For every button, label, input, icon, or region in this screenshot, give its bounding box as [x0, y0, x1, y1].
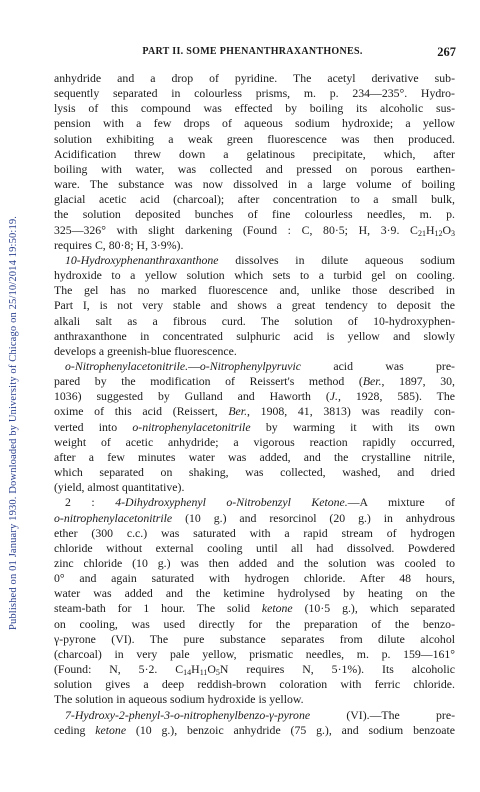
text-line: verted into o-nitrophenylacetonitrile by warming it with its own	[54, 419, 455, 434]
watermark-text: Published on 01 January 1930. Downloaded by University of Chicago on 25/10/2014 19:50:19.	[8, 215, 19, 630]
text-line: oxime of this acid (Reissert, Ber., 1908, 41, 3813) was readily con-	[54, 404, 455, 419]
text-line: which separated on shaking, was collected, washed, and dried	[54, 465, 455, 480]
text-line: anthraxanthone in concentrated sulphuric acid is yellow and slowly	[54, 328, 455, 343]
text-line: alkali salt as a fibrous curd. The solution of 10-hydroxyphen-	[54, 313, 455, 328]
text-line: chloride without external cooling until all had dissolved. Powdered	[54, 540, 455, 555]
text-line: anhydride and a drop of pyridine. The acetyl derivative sub-	[54, 71, 455, 85]
text-line: steam-bath for 1 hour. The solid ketone (10·5 g.), which separated	[54, 601, 455, 616]
text-line: 1036) suggested by Gulland and Haworth (J., 1928, 585). The	[54, 389, 455, 404]
text-line: lysis of this compound was effected by boiling its alcoholic sus-	[54, 101, 455, 116]
text-line: solution gives a deep reddish-brown coloration with ferric chloride.	[54, 677, 455, 692]
text-line: water was added and the ketimine hydrolysed by heating on the	[54, 586, 455, 601]
text-line: o-Nitrophenylacetonitrile.—o-Nitrophenylpyruvic acid was pre-	[65, 358, 455, 373]
text-line: the solution deposited bunches of fine colourless needles, m. p.	[54, 207, 455, 222]
body-text	[54, 71, 455, 738]
text-line: solution exhibiting a weak green fluorescence was then produced.	[54, 131, 455, 146]
text-line: hydroxide to a yellow solution which sets to a turbid gel on cooling.	[54, 268, 455, 283]
text-line: 2 : 4-Dihydroxyphenyl o-Nitrobenzyl Ketone.—A mixture of	[65, 495, 455, 510]
text-line: pension with a few drops of aqueous sodium hydroxide; a yellow	[54, 116, 455, 131]
text-line: γ-pyrone (VI). The pure substance separates from dilute alcohol	[54, 631, 455, 646]
text-line: sequently separated in colourless prisms, m. p. 234—235°. Hydro-	[54, 86, 455, 101]
text-line: weight of acetic anhydride; a vigorous reaction rapidly occurred,	[54, 434, 455, 449]
text-line: zinc chloride (10 g.) was then added and the solution was cooled to	[54, 556, 455, 570]
text-line: Acidification threw down a gelatinous precipitate, which, after	[54, 146, 455, 161]
text-line: on cooling, was used directly for the preparation of the benzo-	[54, 616, 455, 631]
text-line: (charcoal) in very pale yellow, prismatic needles, m. p. 159—161°	[54, 646, 455, 661]
text-line: glacial acetic acid (charcoal); after concentration to a small bulk,	[54, 192, 455, 207]
text-line: ware. The substance was now dissolved in a large volume of boiling	[54, 177, 455, 192]
text-line: develops a greenish-blue fluorescence.	[54, 343, 237, 358]
text-line: 7-Hydroxy-2-phenyl-3-o-nitrophenylbenzo-γ-pyrone (VI).—The pre-	[65, 707, 455, 722]
text-line: ether (300 c.c.) was saturated with a rapid stream of hydrogen	[54, 525, 455, 540]
running-title: PART II. SOME PHENANTHRAXANTHONES.	[142, 46, 363, 57]
text-line: The solution in aqueous sodium hydroxide is yellow.	[54, 692, 304, 707]
text-line: Part I, is not very stable and shows a great tendency to deposit the	[54, 298, 455, 313]
publication-watermark	[0, 0, 26, 792]
text-line: requires C, 80·8; H, 3·9%).	[54, 237, 184, 252]
text-line: The gel has no marked fluorescence and, unlike those described in	[54, 283, 455, 298]
text-line: (yield, almost quantitative).	[54, 480, 185, 495]
text-line: 325—326° with slight darkening (Found : C, 80·5; H, 3·9. $C_{21}H_{12}O_3$	[54, 222, 455, 238]
text-line: ceding ketone (10 g.), benzoic anhydride (75 g.), and sodium benzoate	[54, 722, 455, 737]
text-line: o-nitrophenylacetonitrile (10 g.) and resorcinol (20 g.) in anhydrous	[54, 510, 455, 525]
running-header	[50, 46, 455, 62]
text-line: 0° and again saturated with hydrogen chloride. After 48 hours,	[54, 571, 455, 586]
text-line: after a few minutes water was added, and the crystalline nitrile,	[54, 449, 455, 464]
text-line: pared by the modification of Reissert's method (Ber., 1897, 30,	[54, 374, 455, 389]
page-number: 267	[437, 45, 456, 59]
text-line: boiling with water, was collected and pressed on porous earthen-	[54, 161, 455, 176]
text-line: (Found: N, 5·2. $C_{14}H_{11}O_5N$ requires N, 5·1%). Its alcoholic	[54, 662, 455, 678]
text-line: 10-Hydroxyphenanthraxanthone dissolves in dilute aqueous sodium	[65, 252, 455, 267]
